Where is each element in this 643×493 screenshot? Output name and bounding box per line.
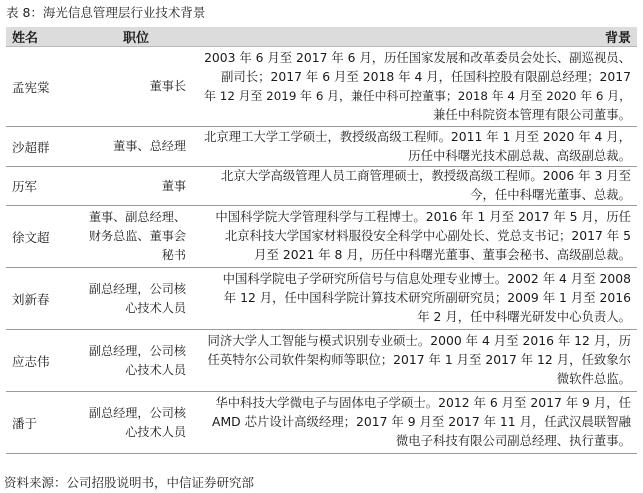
cell-background	[196, 330, 637, 392]
cell-background	[196, 206, 637, 268]
cell-position	[76, 330, 196, 392]
table-row	[6, 206, 637, 268]
source-note: 资料来源：公司招股说明书，中信证券研究部	[4, 475, 255, 490]
cell-name: 孟宪棠	[6, 47, 76, 127]
background-line: 同济大学人工智能与模式识别专业硕士。2000 年 4 月至 2016 年 12 月，历	[207, 334, 631, 348]
cell-background	[196, 47, 637, 127]
cell-position	[76, 167, 196, 206]
cell-name: 刘新春	[6, 268, 76, 330]
position-line: 心技术人员	[125, 300, 186, 315]
background-line: 月至 2021 年 8 月，历任中科曙光董事、董事会秘书、高级副总裁。	[254, 248, 631, 262]
table-row	[6, 127, 637, 167]
position-line: 财务总监、董事会	[88, 229, 186, 243]
cell-name: 应志伟	[6, 330, 76, 392]
position-line: 副总经理，公司核	[88, 343, 186, 358]
position-line: 董事	[161, 178, 186, 193]
table-row	[6, 330, 637, 392]
header-name: 姓名	[6, 27, 76, 47]
background-line: 中国科学院大学管理科学与工程博士。2016 年 1 月至 2017 年 5 月，历任	[215, 210, 631, 224]
background-line: AMD 芯片设计高级经理；2017 年 9 月至 2017 年 11 月，任武汉晨联智融	[211, 415, 631, 429]
cell-position	[76, 268, 196, 330]
position-line: 董事、总经理	[113, 139, 186, 153]
table-row	[6, 392, 637, 454]
cell-position	[76, 127, 196, 167]
background-line: 今，任中科曙光董事、总裁。	[470, 188, 631, 202]
cell-position	[76, 47, 196, 127]
background-line: 任英特尔公司软件架构师等职位；2017 年 1 月至 2017 年 12 月，任致象尔	[207, 353, 631, 367]
table-row	[6, 47, 637, 127]
table-caption: 表 8：海光信息管理层行业技术背景	[6, 5, 206, 20]
background-line: 2003 年 6 月至 2017 年 6 月，历任国家发展和改革委员会处长、副巡视员、	[204, 50, 631, 65]
cell-background	[196, 167, 637, 206]
cell-name: 历军	[6, 167, 76, 206]
position-line: 董事、副总经理、	[88, 210, 186, 224]
cell-name: 沙超群	[6, 127, 76, 167]
table-row	[6, 167, 637, 206]
position-line: 董事长	[149, 79, 186, 93]
header-background: 背景	[196, 27, 637, 47]
background-line: 中国科学院电子学研究所信号与信息处理专业博士。2002 年 4 月至 2008	[222, 272, 631, 286]
background-line: 历任中科曙光技术副总裁、高级副总裁。	[408, 148, 631, 163]
position-line: 副总经理，公司核	[88, 281, 186, 296]
background-line: 北京大学高级管理人员工商管理硕士，教授级高级工程师。2006 年 3 月至	[220, 169, 631, 183]
table-header-row	[6, 27, 637, 47]
background-line: 北京科技大学国家材料服役安全科学中心副处长、党总支书记；2017 年 5	[224, 229, 631, 243]
cell-name: 潘于	[6, 392, 76, 454]
cell-background	[196, 392, 637, 454]
background-line: 华中科技大学微电子与固体电子学硕士。2012 年 6 月至 2017 年 9 月，任	[215, 396, 631, 410]
background-line: 年 2 月，任中科曙光研发中心负责人。	[417, 310, 631, 324]
cell-name: 徐文超	[6, 206, 76, 268]
position-line: 心技术人员	[125, 424, 186, 439]
background-line: 微软件总监。	[556, 372, 631, 386]
cell-position	[76, 206, 196, 268]
background-line: 兼任中科院资本管理有限公司董事。	[432, 107, 631, 122]
cell-background	[196, 127, 637, 167]
position-line: 秘书	[161, 248, 186, 262]
cell-position	[76, 392, 196, 454]
management-table	[6, 27, 637, 454]
background-line: 微电子科技有限公司副总经理、执行董事。	[395, 434, 631, 448]
background-line: 北京理工大学工学硕士，教授级高级工程师。2011 年 1 月至 2020 年 4 月，	[204, 129, 631, 144]
header-position: 职位	[76, 27, 196, 47]
position-line: 心技术人员	[125, 362, 186, 377]
background-line: 副司长；2017 年 6 月至 2018 年 4 月，任国科控股有限副总经理；2017	[220, 69, 631, 84]
background-line: 年 12 月，任中国科学院计算技术研究所副研究员；2009 年 1 月至 2016	[223, 291, 631, 305]
cell-background	[196, 268, 637, 330]
background-line: 年 12 月至 2019 年 6 月，兼任中科可控董事；2018 年 4 月至 2020 年 6 月，	[204, 88, 631, 103]
table-row	[6, 268, 637, 330]
position-line: 副总经理，公司核	[88, 405, 186, 420]
